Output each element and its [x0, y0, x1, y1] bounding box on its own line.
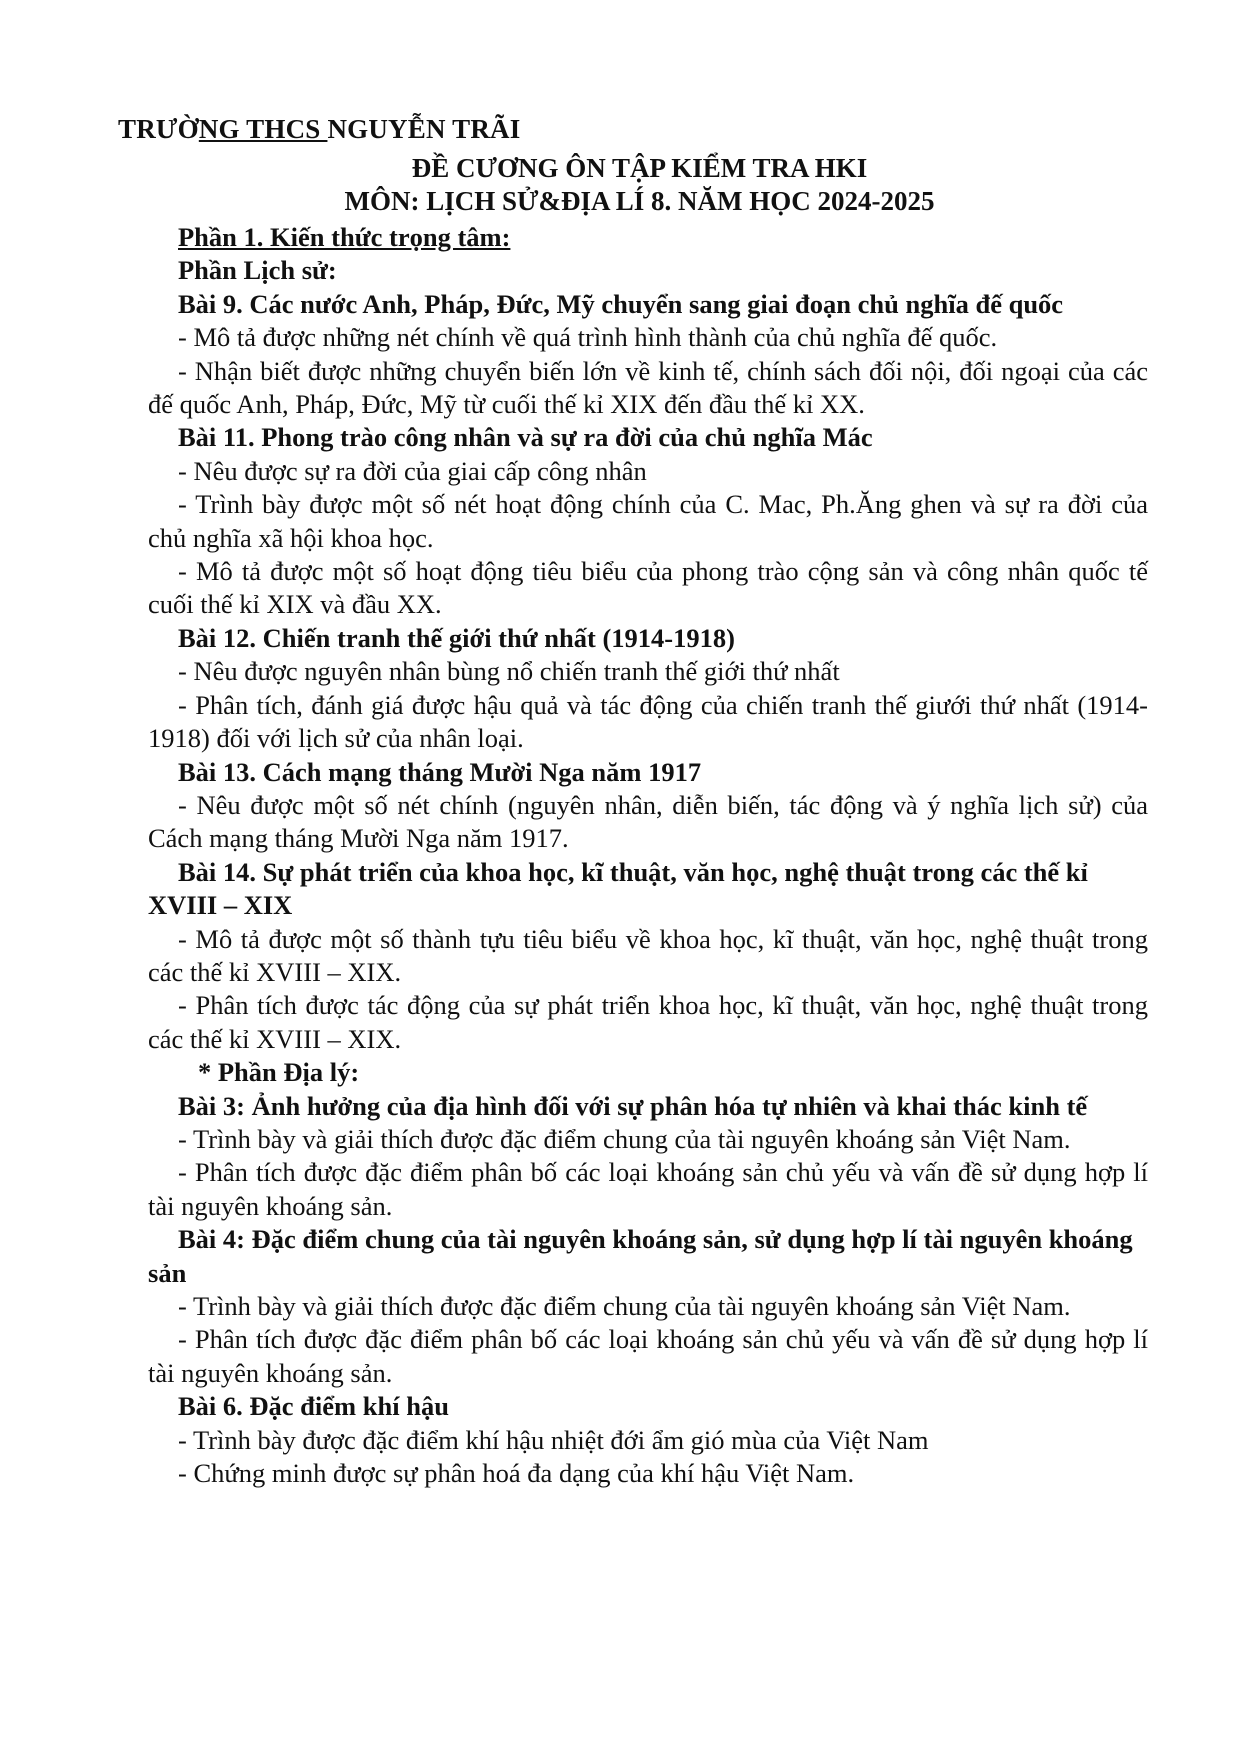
lesson-12-point-2: - Phân tích, đánh giá được hậu quả và tác động của chiến tranh thế giưới thứ nhất (1914-1918) đối với lịch sử của nhân loại.: [148, 689, 1148, 754]
geography-heading: * Phần Địa lý:: [198, 1057, 360, 1088]
lesson-9-point-2: - Nhận biết được những chuyển biến lớn về kinh tế, chính sách đối nội, đối ngoại của các đế quốc Anh, Pháp, Đức, Mỹ từ cuối thế kỉ XIX đến đầu thế kỉ XX.: [148, 355, 1148, 420]
geo-lesson-4-point-1: - Trình bày và giải thích được đặc điểm chung của tài nguyên khoáng sản Việt Nam.: [178, 1291, 1071, 1321]
school-name-part2: NG THCS: [198, 114, 328, 144]
geo-lesson-3-title: Bài 3: Ảnh hưởng của địa hình đối với sự phân hóa tự nhiên và khai thác kinh tế: [178, 1090, 1088, 1121]
part1-heading: Phần 1. Kiến thức trọng tâm:: [178, 222, 511, 252]
geo-lesson-4-point-2: - Phân tích được đặc điểm phân bố các loại khoáng sản chủ yếu và vấn đề sử dụng hợp lí tài nguyên khoáng sản.: [148, 1324, 1148, 1388]
lesson-11-point-3: - Mô tả được một số hoạt động tiêu biểu của phong trào cộng sản và công nhân quốc tế cuối thế kỉ XIX và đầu XX.: [148, 556, 1148, 620]
lesson-12-point-1: - Nêu được nguyên nhân bùng nổ chiến tranh thế giới thứ nhất: [178, 656, 840, 687]
lesson-11-point-1: - Nêu được sự ra đời của giai cấp công nhân: [178, 455, 647, 486]
lesson-12-title: Bài 12. Chiến tranh thế giới thứ nhất (1914-1918): [178, 622, 735, 653]
geo-lesson-6-point-2: - Chứng minh được sự phân hoá đa dạng của khí hậu Việt Nam.: [178, 1458, 855, 1489]
lesson-13-point-1: - Nêu được một số nét chính (nguyên nhân, diễn biến, tác động và ý nghĩa lịch sử) của Cách mạng tháng Mười Nga năm 1917.: [148, 789, 1148, 854]
history-heading: Phần Lịch sử:: [178, 255, 337, 286]
geo-lesson-3-point-2: - Phân tích được đặc điểm phân bố các loại khoáng sản chủ yếu và vấn đề sử dụng hợp lí tài nguyên khoáng sản.: [148, 1157, 1148, 1221]
school-name: [118, 114, 520, 145]
geo-lesson-6-title: Bài 6. Đặc điểm khí hậu: [178, 1391, 449, 1422]
geo-lesson-6-point-1: - Trình bày được đặc điểm khí hậu nhiệt đới ẩm gió mùa của Việt Nam: [178, 1424, 929, 1455]
lesson-9-point-1: - Mô tả được những nét chính về quá trình hình thành của chủ nghĩa đế quốc.: [178, 322, 998, 353]
lesson-14-point-2: - Phân tích được tác động của sự phát triển khoa học, kĩ thuật, văn học, nghệ thuật trong các thế kỉ XVIII – XIX.: [148, 990, 1148, 1054]
lesson-11-title: Bài 11. Phong trào công nhân và sự ra đời của chủ nghĩa Mác: [178, 422, 873, 453]
geo-lesson-3-point-1: - Trình bày và giải thích được đặc điểm chung của tài nguyên khoáng sản Việt Nam.: [178, 1123, 1071, 1154]
document-body: [148, 221, 1148, 1490]
lesson-14-title: Bài 14. Sự phát triển của khoa học, kĩ thuật, văn học, nghệ thuật trong các thế kỉ XVIII – XIX: [148, 856, 1088, 921]
document-subtitle: MÔN: LỊCH SỬ&ĐỊA LÍ 8. NĂM HỌC 2024-2025: [344, 186, 935, 216]
lesson-9-title: Bài 9. Các nước Anh, Pháp, Đức, Mỹ chuyển sang giai đoạn chủ nghĩa đế quốc: [178, 288, 1064, 319]
lesson-14-point-1: - Mô tả được một số thành tựu tiêu biểu về khoa học, kĩ thuật, văn học, nghệ thuật trong các thế kỉ XVIII – XIX.: [148, 923, 1148, 987]
lesson-11-point-2: - Trình bày được một số nét hoạt động chính của C. Mac, Ph.Ăng ghen và sự ra đời của chủ nghĩa xã hội khoa học.: [148, 489, 1148, 553]
document-title: ĐỀ CƯƠNG ÔN TẬP KIỂM TRA HKI: [411, 153, 868, 183]
school-name-part3: NGUYỄN TRÃI: [327, 114, 521, 144]
geo-lesson-4-title: Bài 4: Đặc điểm chung của tài nguyên khoáng sản, sử dụng hợp lí tài nguyên khoáng sản: [148, 1224, 1133, 1288]
school-name-part1: TRƯỜ: [118, 114, 199, 144]
lesson-13-title: Bài 13. Cách mạng tháng Mười Nga năm 1917: [178, 756, 702, 787]
